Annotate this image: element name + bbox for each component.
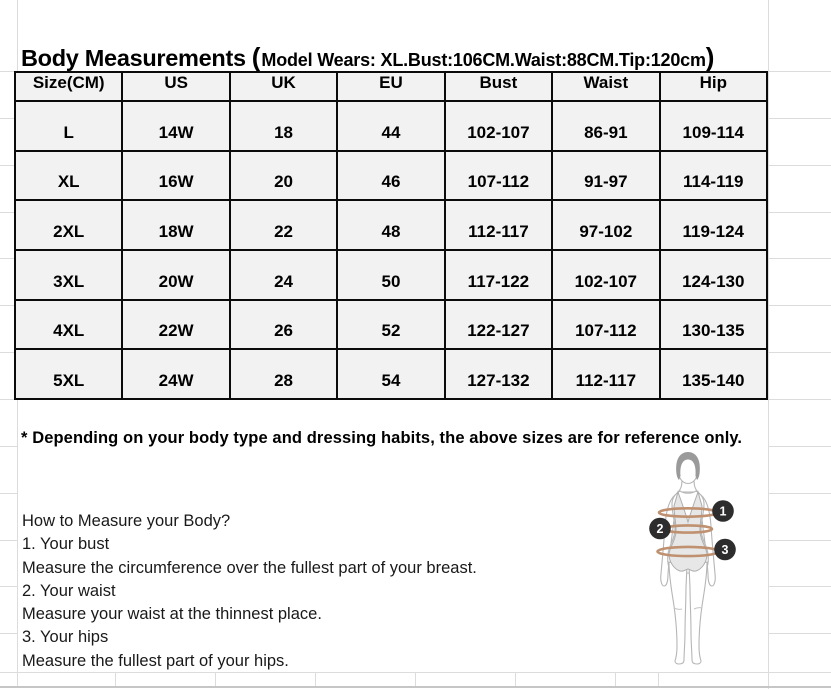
table-row	[15, 101, 767, 151]
table-cell: 26	[230, 300, 337, 350]
howto-line: 2. Your waist	[22, 581, 116, 600]
footnote: * Depending on your body type and dressing habits, the above sizes are for reference only.	[21, 429, 743, 447]
table-cell: 44	[337, 101, 444, 151]
table-cell: 24W	[122, 349, 229, 399]
marker-3-number: 3	[721, 543, 729, 557]
howto-line: Measure the circumference over the fullest part of your breast.	[22, 558, 477, 577]
howto-lines	[22, 533, 477, 673]
table-cell: 50	[337, 250, 444, 300]
gridline	[0, 686, 831, 688]
table-cell: 48	[337, 200, 444, 250]
table-cell: 102-107	[552, 250, 659, 300]
gridline	[768, 305, 831, 306]
gridline	[115, 672, 116, 687]
header-cell: US	[122, 72, 229, 101]
title-main: Body Measurements	[21, 45, 246, 71]
table-row	[15, 250, 767, 300]
table-cell: 2XL	[15, 200, 122, 250]
gridline	[768, 258, 831, 259]
gridline	[768, 399, 831, 400]
header-cell: Waist	[552, 72, 659, 101]
table-cell: 91-97	[552, 151, 659, 201]
table-cell: 16W	[122, 151, 229, 201]
left-leg	[669, 562, 687, 664]
header-cell: Size(CM)	[15, 72, 122, 101]
table-row	[15, 200, 767, 250]
gridline	[315, 672, 316, 687]
gridline	[17, 672, 18, 687]
table-cell: 54	[337, 349, 444, 399]
table-cell: 117-122	[445, 250, 552, 300]
gridline	[768, 71, 831, 72]
howto-section	[22, 510, 477, 673]
table-row	[15, 349, 767, 399]
table-cell: 107-112	[552, 300, 659, 350]
howto-title: How to Measure your Body?	[22, 512, 231, 530]
table-cell: 28	[230, 349, 337, 399]
header-cell: Hip	[660, 72, 767, 101]
table-cell: 107-112	[445, 151, 552, 201]
table-cell: 18W	[122, 200, 229, 250]
gridline	[768, 0, 769, 689]
table-cell: 124-130	[660, 250, 767, 300]
right-leg	[689, 562, 707, 664]
header-cell: UK	[230, 72, 337, 101]
gridline	[768, 352, 831, 353]
gridline	[658, 672, 659, 687]
gridline	[768, 586, 831, 587]
table-cell: 46	[337, 151, 444, 201]
howto-line: 1. Your bust	[22, 535, 110, 554]
gridline	[768, 540, 831, 541]
table-cell: 14W	[122, 101, 229, 151]
size-table	[14, 71, 768, 400]
title-paren-close: )	[705, 42, 715, 72]
table-cell: 127-132	[445, 349, 552, 399]
gridline	[615, 672, 616, 687]
table-cell: 20	[230, 151, 337, 201]
table-cell: 22W	[122, 300, 229, 350]
gridline	[768, 633, 831, 634]
table-cell: 135-140	[660, 349, 767, 399]
gridline	[768, 446, 831, 447]
table-cell: 112-117	[552, 349, 659, 399]
header-cell: EU	[337, 72, 444, 101]
table-cell: 20W	[122, 250, 229, 300]
table-cell: 114-119	[660, 151, 767, 201]
gridline	[415, 672, 416, 687]
title-model-info: Model Wears: XL.Bust:106CM.Waist:88CM.Tip:120cm	[261, 50, 706, 70]
table-cell: 52	[337, 300, 444, 350]
gridline	[215, 672, 216, 687]
table-cell: L	[15, 101, 122, 151]
howto-line: 3. Your hips	[22, 628, 109, 647]
size-table-body	[15, 101, 767, 399]
gridline	[0, 493, 17, 494]
howto-line: Measure the fullest part of your hips.	[22, 651, 289, 670]
howto-line: Measure your waist at the thinnest place.	[22, 605, 322, 624]
table-cell: 24	[230, 250, 337, 300]
header-cell: Bust	[445, 72, 552, 101]
figure-illustration	[620, 450, 756, 670]
table-cell: 18	[230, 101, 337, 151]
title-paren-open: (	[251, 42, 261, 72]
table-cell: 5XL	[15, 349, 122, 399]
table-cell: 22	[230, 200, 337, 250]
gridline	[768, 493, 831, 494]
table-cell: 122-127	[445, 300, 552, 350]
marker-1-number: 1	[719, 504, 727, 519]
gridline	[768, 165, 831, 166]
table-row	[15, 151, 767, 201]
gridline	[768, 672, 769, 687]
table-cell: XL	[15, 151, 122, 201]
gridline	[515, 672, 516, 687]
table-cell: 130-135	[660, 300, 767, 350]
table-cell: 109-114	[660, 101, 767, 151]
gridline	[0, 446, 17, 447]
page-title	[21, 42, 714, 73]
marker-2-number: 2	[656, 522, 664, 536]
size-table-header-row	[15, 72, 767, 101]
gridline	[768, 212, 831, 213]
table-cell: 3XL	[15, 250, 122, 300]
gridline	[0, 586, 17, 587]
table-cell: 119-124	[660, 200, 767, 250]
table-cell: 102-107	[445, 101, 552, 151]
table-cell: 97-102	[552, 200, 659, 250]
table-cell: 112-117	[445, 200, 552, 250]
gridline	[768, 118, 831, 119]
table-row	[15, 300, 767, 350]
gridline	[0, 633, 17, 634]
table-cell: 86-91	[552, 101, 659, 151]
table-cell: 4XL	[15, 300, 122, 350]
gridline	[0, 540, 17, 541]
